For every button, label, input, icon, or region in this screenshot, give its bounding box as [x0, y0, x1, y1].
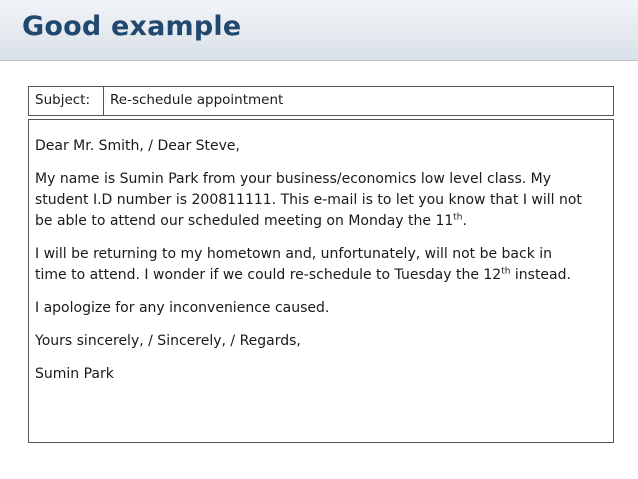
greeting: Dear Mr. Smith, / Dear Steve, [35, 138, 240, 154]
paragraph-introduction-line-3-text: be able to attend our scheduled meeting on Monday the 11 [35, 213, 454, 229]
paragraph-introduction-line-3 [35, 211, 607, 232]
apology: I apologize for any inconvenience caused. [35, 300, 330, 316]
subject-label: Subject: [29, 87, 104, 115]
paragraph-introduction-line-1: My name is Sumin Park from your business/economics low level class. My [35, 171, 552, 187]
paragraph-reason-line-2-end: instead. [510, 267, 571, 283]
signature: Sumin Park [35, 366, 114, 382]
paragraph-reason [35, 244, 607, 286]
paragraph-reason-line-2 [35, 265, 607, 286]
title-bar [0, 0, 638, 61]
ordinal-suffix: th [453, 212, 463, 223]
paragraph-reason-line-1: I will be returning to my hometown and, unfortunately, will not be back in [35, 246, 553, 262]
paragraph-introduction [35, 169, 607, 232]
paragraph-introduction-line-3-end: . [462, 213, 467, 229]
paragraph-introduction-line-2: student I.D number is 200811111. This e-mail is to let you know that I will not [35, 192, 582, 208]
subject-row [28, 86, 614, 116]
ordinal-suffix: th [501, 266, 511, 277]
email-body [28, 119, 614, 443]
paragraph-reason-line-2-text: time to attend. I wonder if we could re-schedule to Tuesday the 12 [35, 267, 502, 283]
subject-value: Re-schedule appointment [110, 92, 284, 108]
slide-title: Good example [22, 11, 242, 42]
closing: Yours sincerely, / Sincerely, / Regards, [35, 333, 301, 349]
